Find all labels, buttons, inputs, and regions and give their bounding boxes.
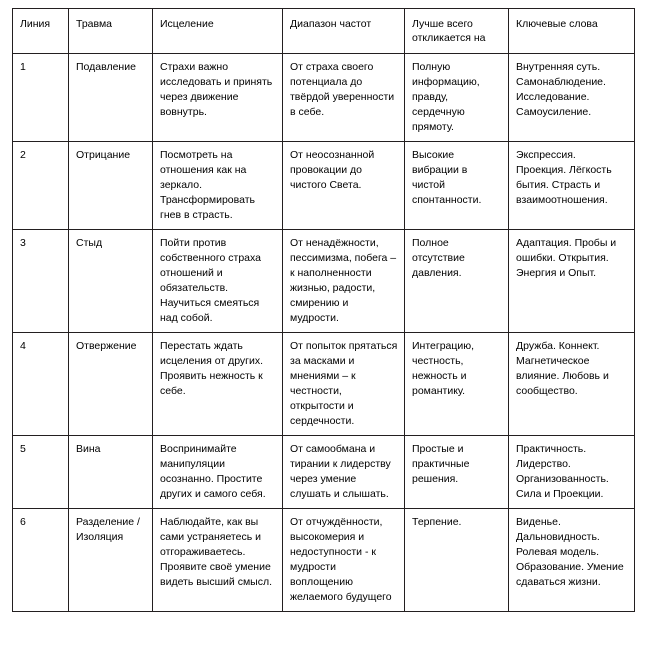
table-header-row	[13, 9, 635, 54]
cell-keywords: Внутренняя суть. Самонаблюдение. Исследование. Самоусиление.	[509, 54, 635, 142]
cell-frequency: От попыток прятаться за масками и мнениями – к честности, открытости и сердечности.	[283, 333, 405, 436]
column-header-healing: Исцеление	[153, 9, 283, 54]
table-row	[13, 436, 635, 509]
table-body	[13, 54, 635, 612]
cell-healing: Перестать ждать исцеления от других. Проявить нежность к себе.	[153, 333, 283, 436]
cell-healing: Пойти против собственного страха отношений и обязательств. Научиться смеяться над собой.	[153, 230, 283, 333]
column-header-frequency-range: Диапазон частот	[283, 9, 405, 54]
cell-trauma: Стыд	[69, 230, 153, 333]
cell-responds: Полное отсутствие давления.	[405, 230, 509, 333]
cell-responds: Полную информацию, правду, сердечную прямоту.	[405, 54, 509, 142]
cell-keywords: Адаптация. Пробы и ошибки. Открытия. Энергия и Опыт.	[509, 230, 635, 333]
document-page	[0, 8, 649, 660]
cell-frequency: От страха своего потенциала до твёрдой уверенности в себе.	[283, 54, 405, 142]
cell-healing: Посмотреть на отношения как на зеркало. Трансформировать гнев в страсть.	[153, 142, 283, 230]
cell-frequency: От ненадёжности, пессимизма, побега – к наполненности жизнью, радости, смирению и мудрости.	[283, 230, 405, 333]
column-header-trauma: Травма	[69, 9, 153, 54]
table-header	[13, 9, 635, 54]
matrix-table	[12, 8, 635, 612]
cell-frequency: От самообмана и тирании к лидерству через умение слушать и слышать.	[283, 436, 405, 509]
cell-trauma: Разделение / Изоляция	[69, 509, 153, 612]
cell-trauma: Подавление	[69, 54, 153, 142]
cell-responds: Высокие вибрации в чистой спонтанности.	[405, 142, 509, 230]
cell-responds: Терпение.	[405, 509, 509, 612]
cell-healing: Наблюдайте, как вы сами устраняетесь и отгораживаетесь. Проявите своё умение видеть высший смысл.	[153, 509, 283, 612]
cell-frequency: От отчуждённости, высокомерия и недоступности - к мудрости воплощению желаемого будущего	[283, 509, 405, 612]
cell-responds: Интеграцию, честность, нежность и романтику.	[405, 333, 509, 436]
cell-trauma: Вина	[69, 436, 153, 509]
cell-line: 4	[13, 333, 69, 436]
cell-keywords: Практичность. Лидерство. Организованность. Сила и Проекции.	[509, 436, 635, 509]
column-header-keywords: Ключевые слова	[509, 9, 635, 54]
cell-line: 5	[13, 436, 69, 509]
cell-trauma: Отрицание	[69, 142, 153, 230]
cell-keywords: Дружба. Коннект. Магнетическое влияние. Любовь и сообщество.	[509, 333, 635, 436]
cell-keywords: Виденье. Дальновидность. Ролевая модель. Образование. Умение сдаваться жизни.	[509, 509, 635, 612]
cell-healing: Воспринимайте манипуляции осознанно. Простите других и самого себя.	[153, 436, 283, 509]
cell-line: 2	[13, 142, 69, 230]
table-row	[13, 230, 635, 333]
cell-line: 3	[13, 230, 69, 333]
cell-healing: Страхи важно исследовать и принять через движение вовнутрь.	[153, 54, 283, 142]
table-row	[13, 54, 635, 142]
cell-line: 1	[13, 54, 69, 142]
cell-line: 6	[13, 509, 69, 612]
cell-responds: Простые и практичные решения.	[405, 436, 509, 509]
table-row	[13, 142, 635, 230]
column-header-line: Линия	[13, 9, 69, 54]
cell-keywords: Экспрессия. Проекция. Лёгкость бытия. Страсть и взаимоотношения.	[509, 142, 635, 230]
cell-trauma: Отвержение	[69, 333, 153, 436]
table-row	[13, 509, 635, 612]
cell-frequency: От неосознанной провокации до чистого Света.	[283, 142, 405, 230]
table-row	[13, 333, 635, 436]
column-header-responds-to: Лучше всего откликается на	[405, 9, 509, 54]
